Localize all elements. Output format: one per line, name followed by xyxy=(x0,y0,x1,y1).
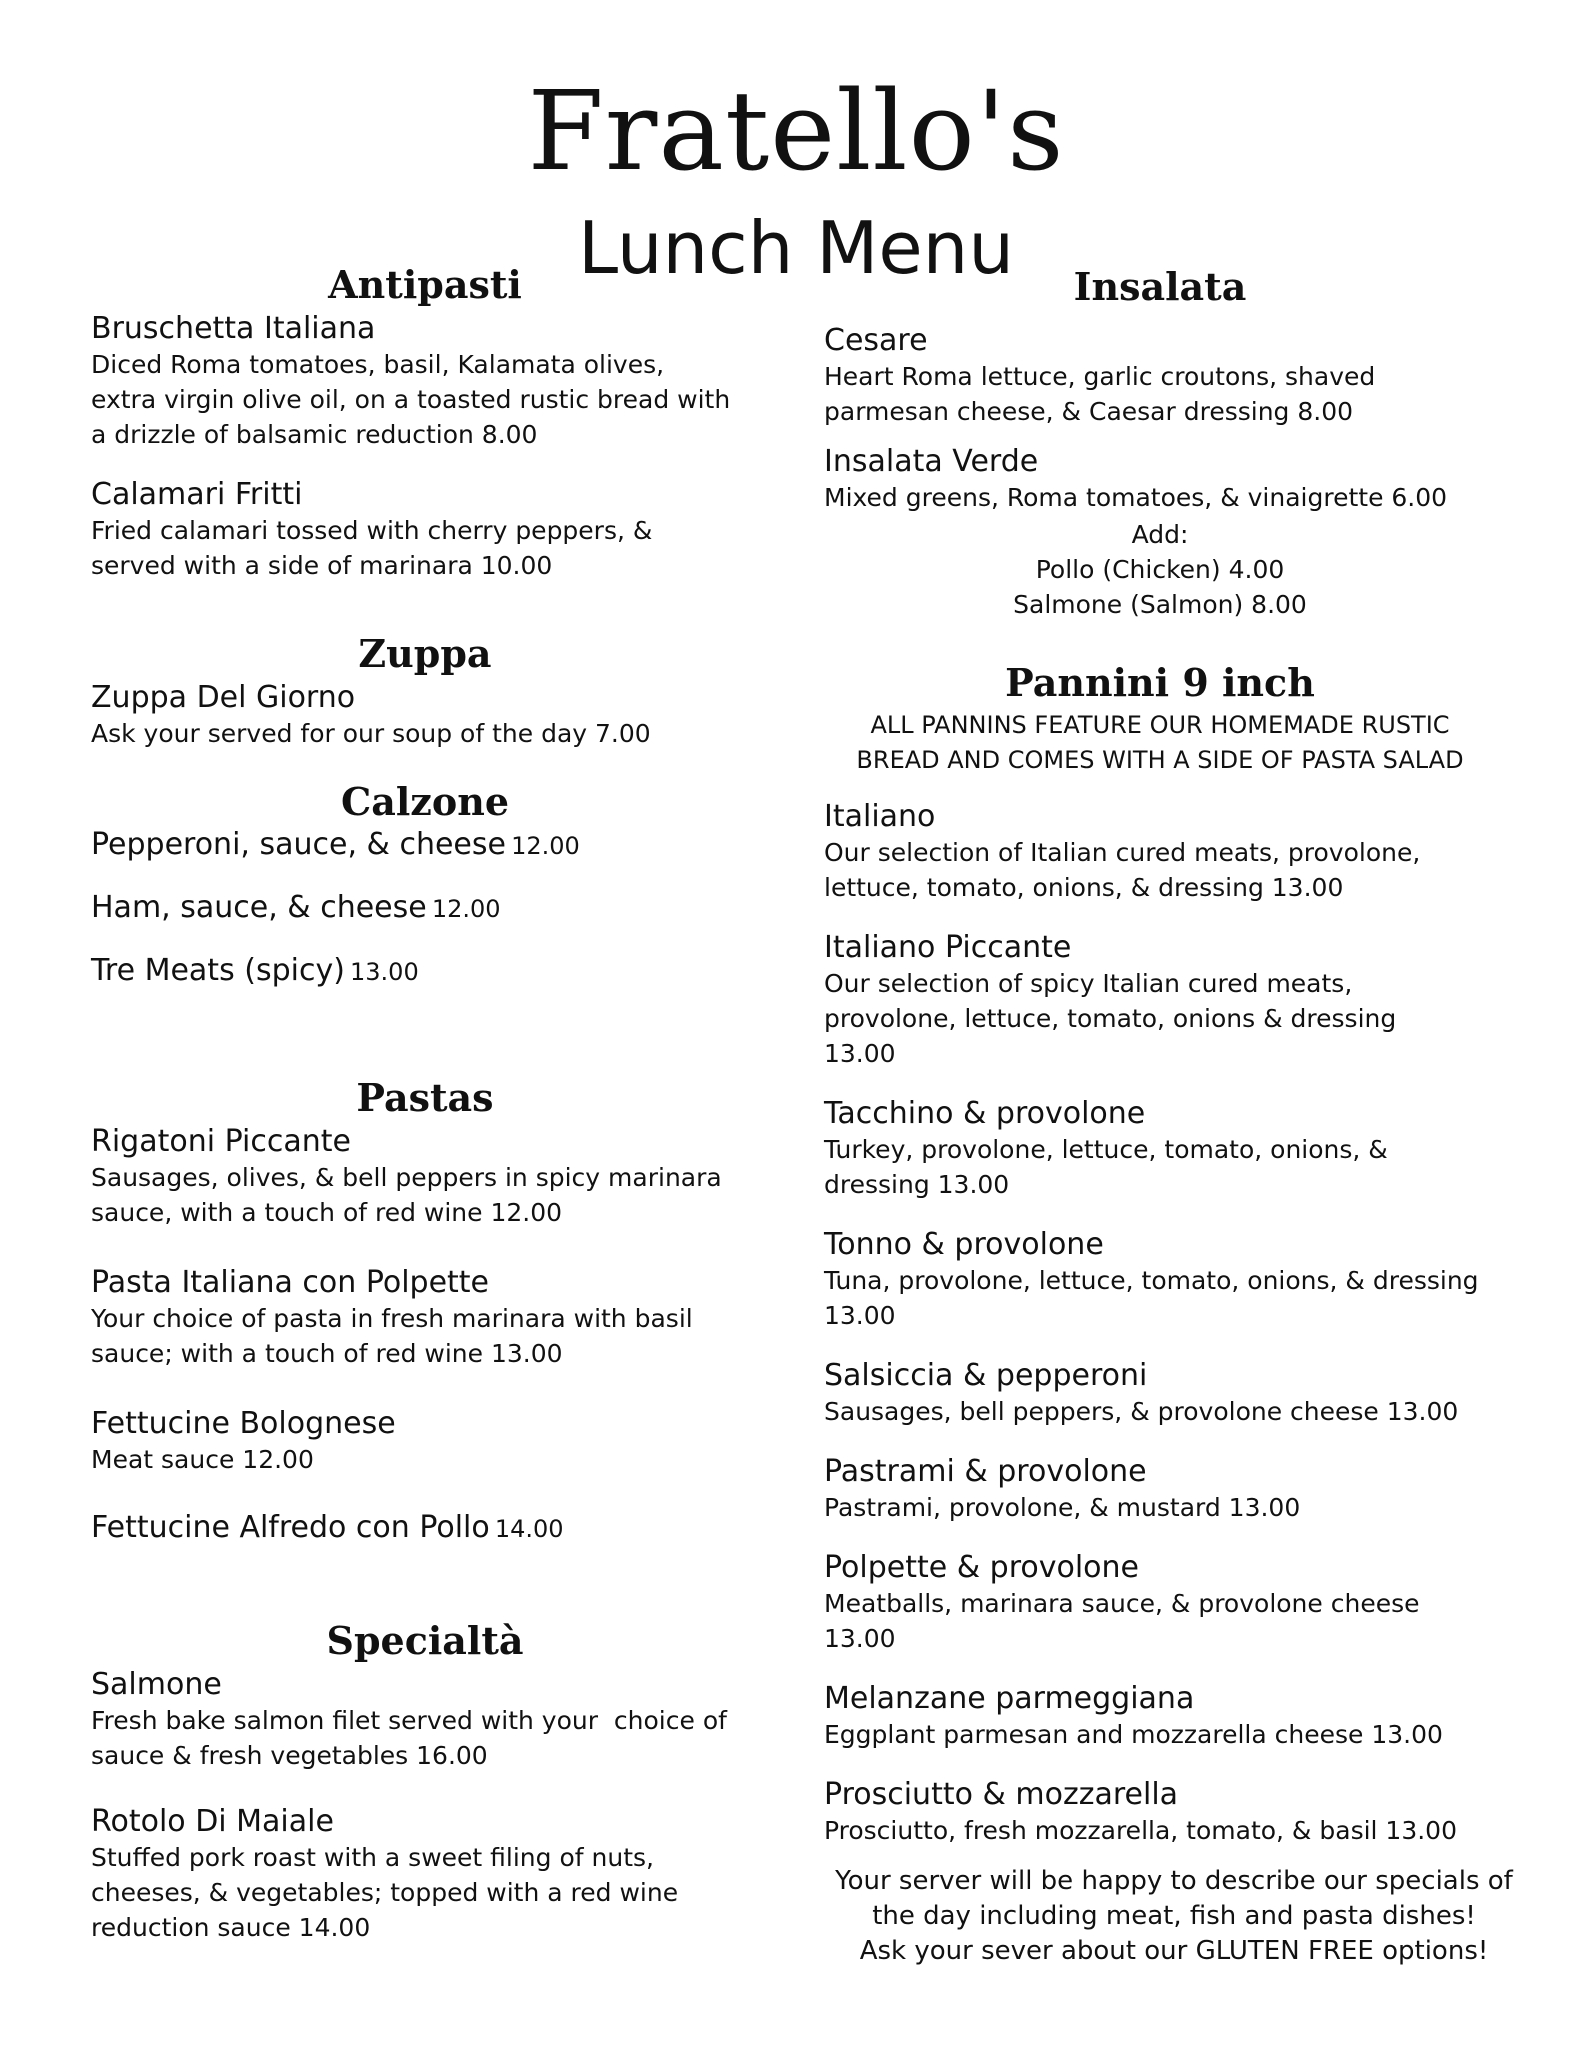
item-name: Fettucine Alfredo con Pollo xyxy=(91,1510,490,1546)
section-heading-insalata: Insalata xyxy=(1073,264,1247,309)
right-column xyxy=(824,266,1524,1969)
add-label: Add: xyxy=(1131,519,1189,549)
item-name: Calamari Fritti xyxy=(91,476,303,512)
item-desc-line: parmesan cheese, & Caesar dressing 8.00 xyxy=(824,396,1354,426)
item-desc-line: 13.00 xyxy=(824,1300,896,1330)
item-desc-line: Meat sauce 12.00 xyxy=(91,1445,314,1475)
item-desc-line: Mixed greens, Roma tomatoes, & vinaigrette 6.00 xyxy=(824,482,1448,512)
left-column xyxy=(91,264,791,1969)
item-name: Melanzane parmeggiana xyxy=(824,1680,1195,1716)
item-price: 14.00 xyxy=(494,1515,564,1544)
item-desc-line: dressing 13.00 xyxy=(824,1169,1010,1199)
item-desc-line: a drizzle of balsamic reduction 8.00 xyxy=(91,419,538,449)
item-name: Rigatoni Piccante xyxy=(91,1124,351,1160)
section-pastas xyxy=(91,1077,791,1546)
item-desc-line: Fresh bake salmon filet served with your choice of xyxy=(91,1705,727,1735)
item-desc-line: extra virgin olive oil, on a toasted rustic bread with xyxy=(91,384,731,414)
item-desc-line: Pastrami, provolone, & mustard 13.00 xyxy=(824,1492,1301,1522)
item-name: Pepperoni, sauce, & cheese xyxy=(91,827,506,863)
menu-item xyxy=(824,1549,1524,1656)
menu-item xyxy=(91,1509,791,1546)
menu-item xyxy=(824,798,1524,905)
menu-item xyxy=(91,476,791,583)
item-desc-line: Ask your served for our soup of the day 7.00 xyxy=(91,718,651,748)
item-name: Cesare xyxy=(824,322,928,358)
item-desc-line: sauce, with a touch of red wine 12.00 xyxy=(91,1198,563,1228)
menu-item xyxy=(824,1357,1524,1429)
item-name: Pasta Italiana con Polpette xyxy=(91,1265,490,1301)
pannini-note xyxy=(824,708,1496,778)
footer-line: Your server will be happy to describe our specials of xyxy=(835,1865,1513,1896)
item-desc-line: provolone, lettuce, tomato, onions & dressing xyxy=(824,1003,1397,1033)
menu-item xyxy=(91,679,791,751)
section-specialita xyxy=(91,1620,791,1945)
item-name: Salsiccia & pepperoni xyxy=(824,1357,1148,1393)
item-desc-line: Our selection of Italian cured meats, provolone, xyxy=(824,837,1421,867)
item-desc-line: 13.00 xyxy=(824,1038,896,1068)
item-desc-line: Diced Roma tomatoes, basil, Kalamata olives, xyxy=(91,349,665,379)
menu-item xyxy=(91,1405,791,1477)
add-option: Salmone (Salmon) 8.00 xyxy=(1013,589,1307,619)
item-desc-line: sauce; with a touch of red wine 13.00 xyxy=(91,1339,563,1369)
menu-item xyxy=(824,322,1524,429)
item-name: Salmone xyxy=(91,1666,222,1702)
menu-item xyxy=(824,1680,1524,1752)
item-name: Pastrami & provolone xyxy=(824,1453,1147,1489)
item-desc-line: Tuna, provolone, lettuce, tomato, onions, & dressing xyxy=(824,1265,1479,1295)
item-name: Polpette & provolone xyxy=(824,1549,1139,1585)
item-desc-line: Turkey, provolone, lettuce, tomato, onions, & xyxy=(824,1134,1388,1164)
item-desc-line: Your choice of pasta in fresh marinara with basil xyxy=(91,1304,693,1334)
item-name: Italiano xyxy=(824,798,936,834)
item-desc-line: Prosciutto, fresh mozzarella, tomato, & basil 13.00 xyxy=(824,1815,1457,1845)
item-name: Italiano Piccante xyxy=(824,929,1072,965)
salad-add-ons xyxy=(824,517,1496,622)
section-heading-antipasti: Antipasti xyxy=(328,262,522,307)
menu-item xyxy=(91,310,791,452)
footer-note xyxy=(824,1864,1524,1969)
item-name: Prosciutto & mozzarella xyxy=(824,1776,1179,1812)
menu-item xyxy=(824,443,1524,515)
item-name: Insalata Verde xyxy=(824,443,1039,479)
item-desc-line: reduction sauce 14.00 xyxy=(91,1912,371,1942)
item-price: 12.00 xyxy=(431,895,501,924)
section-heading-pannini: Pannini 9 inch xyxy=(1005,659,1315,705)
note-line: ALL PANNINS FEATURE OUR HOMEMADE RUSTIC xyxy=(870,710,1450,739)
menu-item xyxy=(824,929,1524,1071)
footer-line: the day including meat, fish and pasta dishes! xyxy=(872,1900,1476,1931)
item-name: Zuppa Del Giorno xyxy=(91,679,356,715)
section-heading-calzone: Calzone xyxy=(340,778,510,824)
item-desc-line: Stuffed pork roast with a sweet filing of nuts, xyxy=(91,1842,654,1872)
item-name: Tacchino & provolone xyxy=(824,1095,1146,1131)
item-price: 12.00 xyxy=(511,832,580,861)
item-name: Bruschetta Italiana xyxy=(91,310,376,346)
item-name: Fettucine Bolognese xyxy=(91,1406,396,1442)
item-desc-line: Eggplant parmesan and mozzarella cheese 13.00 xyxy=(824,1719,1443,1749)
menu-item xyxy=(91,1123,791,1230)
menu-item xyxy=(91,889,791,926)
item-desc-line: served with a side of marinara 10.00 xyxy=(91,550,553,580)
menu-item xyxy=(91,826,791,863)
item-desc-line: cheeses, & vegetables; topped with a red wine xyxy=(91,1877,679,1907)
section-calzone xyxy=(91,778,791,990)
item-desc-line: lettuce, tomato, onions, & dressing 13.00 xyxy=(824,872,1344,902)
menu-subtitle: Lunch Menu xyxy=(578,206,1014,290)
item-name: Rotolo Di Maiale xyxy=(91,1803,334,1839)
item-desc-line: Sausages, olives, & bell peppers in spicy marinara xyxy=(91,1163,722,1193)
menu-item xyxy=(824,1776,1524,1848)
section-zuppa xyxy=(91,630,791,751)
menu-item xyxy=(824,1226,1524,1333)
menu-item xyxy=(824,1095,1524,1202)
item-price: 13.00 xyxy=(350,958,419,987)
item-name: Tre Meats (spicy) xyxy=(91,953,345,989)
menu-item xyxy=(91,1803,791,1945)
section-insalata xyxy=(824,266,1524,622)
item-desc-line: 13.00 xyxy=(824,1623,896,1653)
item-desc-line: sauce & fresh vegetables 16.00 xyxy=(91,1740,488,1770)
item-name: Ham, sauce, & cheese xyxy=(91,890,427,926)
menu-item xyxy=(91,1666,791,1773)
item-desc-line: Meatballs, marinara sauce, & provolone cheese xyxy=(824,1588,1420,1618)
section-antipasti xyxy=(91,264,791,583)
item-desc-line: Fried calamari tossed with cherry peppers, & xyxy=(91,515,653,545)
menu-item xyxy=(91,1264,791,1371)
section-heading-specialita: Specialtà xyxy=(326,1618,524,1664)
item-desc-line: Sausages, bell peppers, & provolone cheese 13.00 xyxy=(824,1396,1459,1426)
section-heading-pastas: Pastas xyxy=(356,1075,494,1121)
item-desc-line: Heart Roma lettuce, garlic croutons, shaved xyxy=(824,361,1376,391)
restaurant-title: Fratello's xyxy=(527,67,1065,195)
item-name: Tonno & provolone xyxy=(824,1226,1104,1262)
section-pannini xyxy=(824,659,1524,1848)
note-line: BREAD AND COMES WITH A SIDE OF PASTA SALAD xyxy=(856,745,1464,774)
footer-line: Ask your sever about our GLUTEN FREE options! xyxy=(859,1935,1489,1966)
section-heading-zuppa: Zuppa xyxy=(358,630,492,676)
item-desc-line: Our selection of spicy Italian cured meats, xyxy=(824,968,1353,998)
menu-item xyxy=(91,952,791,989)
add-option: Pollo (Chicken) 4.00 xyxy=(1035,554,1285,584)
menu-item xyxy=(824,1453,1524,1525)
